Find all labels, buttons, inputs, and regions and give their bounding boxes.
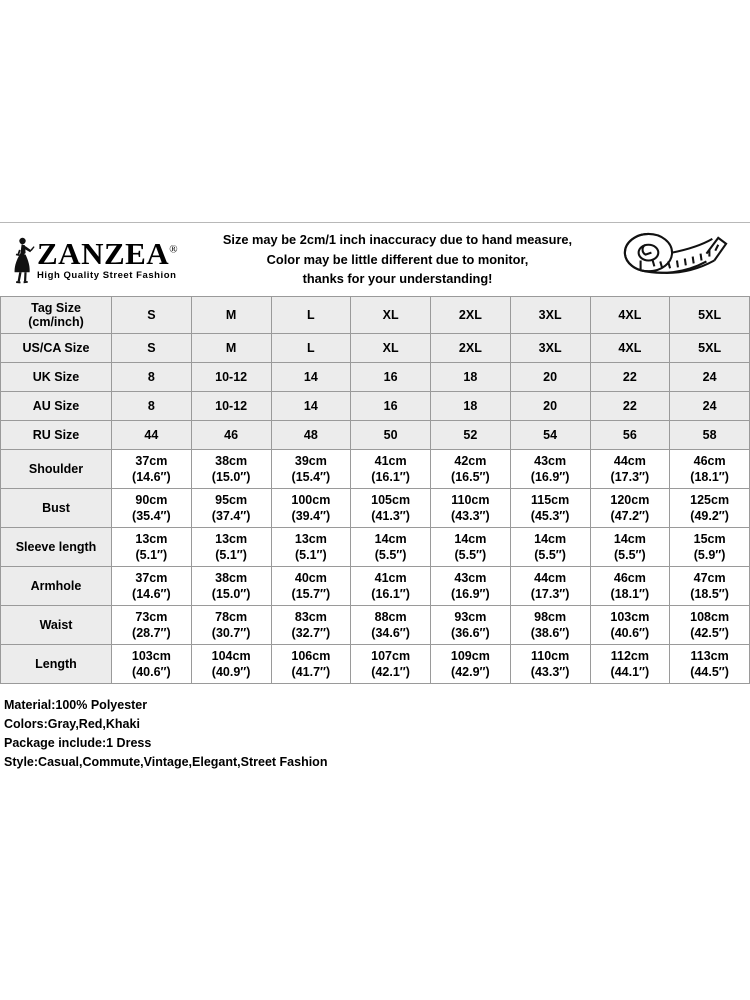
cell-inch: (42.5″) [690, 626, 729, 640]
cell-cm: 46cm [693, 454, 726, 468]
cell-inch: (5.5″) [374, 548, 407, 562]
cell-cm: 43cm [454, 571, 487, 585]
cell-cm: 44cm [613, 454, 646, 468]
cell: 2XL [431, 297, 511, 334]
notice-line-1: Size may be 2cm/1 inch inaccuracy due to hand measure, [222, 231, 573, 247]
cell-cm: 88cm [374, 610, 407, 624]
cell-cm: 14cm [534, 532, 567, 546]
cell [112, 528, 192, 567]
cell-inch: (42.9″) [451, 665, 490, 679]
row-label: Shoulder [1, 450, 112, 489]
detail-material: Material:100% Polyester [4, 698, 148, 712]
cell [112, 450, 192, 489]
table-row [1, 528, 750, 567]
cell-cm: 15cm [693, 532, 726, 546]
cell-inch: (43.3″) [530, 665, 570, 679]
cell-cm: 108cm [690, 610, 730, 624]
cell: 58 [670, 421, 750, 450]
table-row [1, 450, 750, 489]
cell: 8 [112, 392, 192, 421]
cell: 22 [590, 392, 670, 421]
cell [191, 606, 271, 645]
cell: 52 [431, 421, 511, 450]
cell [670, 450, 750, 489]
row-label-sub: (cm/inch) [28, 315, 84, 329]
cell-cm: 110cm [531, 649, 570, 663]
cell-cm: 78cm [215, 610, 248, 624]
cell-inch: (42.1″) [371, 665, 410, 679]
cell: S [112, 334, 192, 363]
cell-inch: (5.5″) [454, 548, 487, 562]
cell [510, 528, 590, 567]
cell [191, 450, 271, 489]
cell: 50 [351, 421, 431, 450]
cell-inch: (34.6″) [371, 626, 410, 640]
cell-cm: 83cm [294, 610, 327, 624]
cell-inch: (28.7″) [132, 626, 171, 640]
cell [510, 567, 590, 606]
cell [351, 567, 431, 606]
woman-silhouette-icon [6, 236, 36, 284]
size-table-body [1, 297, 750, 684]
cell [271, 489, 351, 528]
cell [191, 489, 271, 528]
cell-inch: (44.1″) [610, 665, 650, 679]
cell-inch: (16.1″) [371, 587, 410, 601]
cell-inch: (36.6″) [451, 626, 490, 640]
cell: XL [351, 334, 431, 363]
cell [590, 450, 670, 489]
cell-inch: (16.9″) [451, 587, 490, 601]
cell [431, 567, 511, 606]
cell-inch: (17.3″) [610, 470, 650, 484]
cell [271, 450, 351, 489]
cell [431, 528, 511, 567]
cell-inch: (18.1″) [690, 470, 729, 484]
table-row [1, 421, 750, 450]
cell-cm: 112cm [610, 649, 649, 663]
cell-cm: 110cm [451, 493, 490, 507]
cell-inch: (49.2″) [690, 509, 729, 523]
cell-inch: (40.9″) [211, 665, 251, 679]
cell: 46 [191, 421, 271, 450]
cell-inch: (14.6″) [132, 470, 171, 484]
cell [191, 567, 271, 606]
row-label [1, 297, 112, 334]
measurement-notice [195, 230, 600, 289]
cell: 3XL [510, 297, 590, 334]
cell: 56 [590, 421, 670, 450]
row-label: Sleeve length [1, 528, 112, 567]
cell-inch: (41.7″) [291, 665, 331, 679]
cell: 4XL [590, 334, 670, 363]
cell [351, 606, 431, 645]
cell [590, 645, 670, 684]
cell-cm: 40cm [294, 571, 327, 585]
cell [431, 645, 511, 684]
cell: 48 [271, 421, 351, 450]
cell-inch: (18.5″) [690, 587, 729, 601]
cell [510, 606, 590, 645]
cell-cm: 14cm [613, 532, 646, 546]
row-label: Length [1, 645, 112, 684]
brand-name: ZANZEA [37, 236, 170, 272]
cell-cm: 103cm [131, 649, 171, 663]
table-row [1, 363, 750, 392]
cell [112, 645, 192, 684]
cell-cm: 14cm [374, 532, 407, 546]
cell-cm: 104cm [211, 649, 251, 663]
row-label: Bust [1, 489, 112, 528]
cell: 18 [431, 392, 511, 421]
registered-mark: ® [169, 243, 179, 256]
cell [191, 645, 271, 684]
cell-cm: 14cm [454, 532, 487, 546]
cell-cm: 120cm [610, 493, 650, 507]
row-label: Armhole [1, 567, 112, 606]
cell-inch: (5.9″) [693, 548, 726, 562]
cell [271, 645, 351, 684]
cell-cm: 42cm [454, 454, 487, 468]
cell-inch: (5.1″) [295, 548, 327, 562]
row-label: RU Size [1, 421, 112, 450]
cell-inch: (15.7″) [291, 587, 331, 601]
cell-cm: 13cm [135, 532, 168, 546]
cell [431, 489, 511, 528]
cell-inch: (47.2″) [610, 509, 650, 523]
cell-inch: (45.3″) [530, 509, 570, 523]
detail-colors: Colors:Gray,Red,Khaki [4, 717, 140, 731]
table-row [1, 567, 750, 606]
brand-tagline: High Quality Street Fashion [37, 270, 177, 282]
detail-style: Style:Casual,Commute,Vintage,Elegant,Street Fashion [4, 755, 328, 769]
cell-inch: (5.1″) [215, 548, 247, 562]
detail-package: Package include:1 Dress [4, 736, 152, 750]
cell: 5XL [670, 334, 750, 363]
cell [191, 528, 271, 567]
cell: 3XL [510, 334, 590, 363]
cell: 14 [271, 392, 351, 421]
cell [510, 645, 590, 684]
cell-cm: 73cm [135, 610, 168, 624]
cell: L [271, 334, 351, 363]
cell-cm: 95cm [215, 493, 248, 507]
cell-cm: 39cm [294, 454, 327, 468]
cell-inch: (35.4″) [132, 509, 171, 523]
table-row [1, 297, 750, 334]
cell [510, 489, 590, 528]
cell: 4XL [590, 297, 670, 334]
row-label: UK Size [1, 363, 112, 392]
cell-inch: (16.9″) [530, 470, 570, 484]
cell [670, 528, 750, 567]
cell-cm: 41cm [374, 454, 407, 468]
cell-inch: (37.4″) [211, 509, 251, 523]
cell [351, 489, 431, 528]
row-label-main: Tag Size [31, 301, 81, 315]
cell-inch: (39.4″) [291, 509, 331, 523]
cell [670, 567, 750, 606]
cell: 16 [351, 392, 431, 421]
table-row [1, 645, 750, 684]
notice-line-2: Color may be little different due to monitor, [266, 251, 529, 267]
cell [670, 489, 750, 528]
cell-cm: 46cm [613, 571, 646, 585]
cell-cm: 43cm [534, 454, 567, 468]
cell: 24 [670, 363, 750, 392]
cell-cm: 103cm [610, 610, 650, 624]
cell-inch: (5.1″) [135, 548, 168, 562]
cell-cm: 90cm [135, 493, 168, 507]
cell [670, 645, 750, 684]
cell: 22 [590, 363, 670, 392]
cell-cm: 13cm [294, 532, 327, 546]
cell-cm: 38cm [215, 571, 248, 585]
cell: M [191, 297, 271, 334]
cell: 54 [510, 421, 590, 450]
cell: 20 [510, 363, 590, 392]
row-label: US/CA Size [1, 334, 112, 363]
cell-inch: (44.5″) [690, 665, 729, 679]
cell-cm: 125cm [690, 493, 730, 507]
table-row [1, 392, 750, 421]
cell-cm: 13cm [215, 532, 248, 546]
row-label: Waist [1, 606, 112, 645]
cell-inch: (32.7″) [291, 626, 331, 640]
size-chart [0, 222, 750, 772]
cell-inch: (15.0″) [211, 470, 251, 484]
cell [112, 489, 192, 528]
cell-inch: (18.1″) [610, 587, 650, 601]
cell-cm: 100cm [291, 493, 331, 507]
cell-inch: (16.5″) [451, 470, 490, 484]
cell-inch: (41.3″) [371, 509, 410, 523]
cell-inch: (15.0″) [211, 587, 251, 601]
cell-cm: 37cm [135, 571, 168, 585]
cell [351, 645, 431, 684]
cell-inch: (17.3″) [530, 587, 570, 601]
cell-cm: 109cm [450, 649, 490, 663]
cell-cm: 41cm [374, 571, 407, 585]
cell-inch: (38.6″) [530, 626, 570, 640]
cell [112, 606, 192, 645]
row-label: AU Size [1, 392, 112, 421]
cell: 5XL [670, 297, 750, 334]
cell: 18 [431, 363, 511, 392]
cell: 10-12 [191, 392, 271, 421]
cell-inch: (40.6″) [610, 626, 650, 640]
cell [431, 450, 511, 489]
cell: M [191, 334, 271, 363]
cell [351, 528, 431, 567]
cell-cm: 107cm [371, 649, 411, 663]
cell-inch: (14.6″) [132, 587, 171, 601]
cell-cm: 113cm [690, 649, 729, 663]
brand-logo [0, 236, 195, 284]
cell-cm: 38cm [215, 454, 248, 468]
cell-inch: (5.5″) [534, 548, 566, 562]
cell [271, 567, 351, 606]
measuring-tape-icon [600, 231, 750, 288]
cell: L [271, 297, 351, 334]
cell-cm: 98cm [534, 610, 567, 624]
table-row [1, 334, 750, 363]
cell-inch: (43.3″) [451, 509, 490, 523]
cell-cm: 47cm [693, 571, 726, 585]
cell [670, 606, 750, 645]
cell: 20 [510, 392, 590, 421]
product-details [0, 684, 750, 772]
cell [590, 489, 670, 528]
table-row [1, 606, 750, 645]
cell: 44 [112, 421, 192, 450]
cell [271, 528, 351, 567]
cell [112, 567, 192, 606]
cell-cm: 115cm [531, 493, 570, 507]
cell: 10-12 [191, 363, 271, 392]
cell [510, 450, 590, 489]
cell-inch: (16.1″) [371, 470, 410, 484]
cell-inch: (5.5″) [614, 548, 646, 562]
notice-line-3: thanks for your understanding! [302, 271, 493, 287]
cell-cm: 105cm [371, 493, 411, 507]
cell [351, 450, 431, 489]
cell: 2XL [431, 334, 511, 363]
cell: S [112, 297, 192, 334]
cell [590, 528, 670, 567]
table-row [1, 489, 750, 528]
cell: 8 [112, 363, 192, 392]
cell [271, 606, 351, 645]
cell: 24 [670, 392, 750, 421]
cell: XL [351, 297, 431, 334]
cell-cm: 106cm [291, 649, 331, 663]
cell [590, 606, 670, 645]
cell-cm: 44cm [534, 571, 567, 585]
cell [590, 567, 670, 606]
cell: 16 [351, 363, 431, 392]
cell-inch: (15.4″) [291, 470, 331, 484]
cell-inch: (40.6″) [132, 665, 171, 679]
cell-inch: (30.7″) [211, 626, 251, 640]
size-table [0, 296, 750, 684]
cell-cm: 37cm [135, 454, 168, 468]
cell-cm: 93cm [454, 610, 487, 624]
cell: 14 [271, 363, 351, 392]
chart-header [0, 222, 750, 296]
cell [431, 606, 511, 645]
